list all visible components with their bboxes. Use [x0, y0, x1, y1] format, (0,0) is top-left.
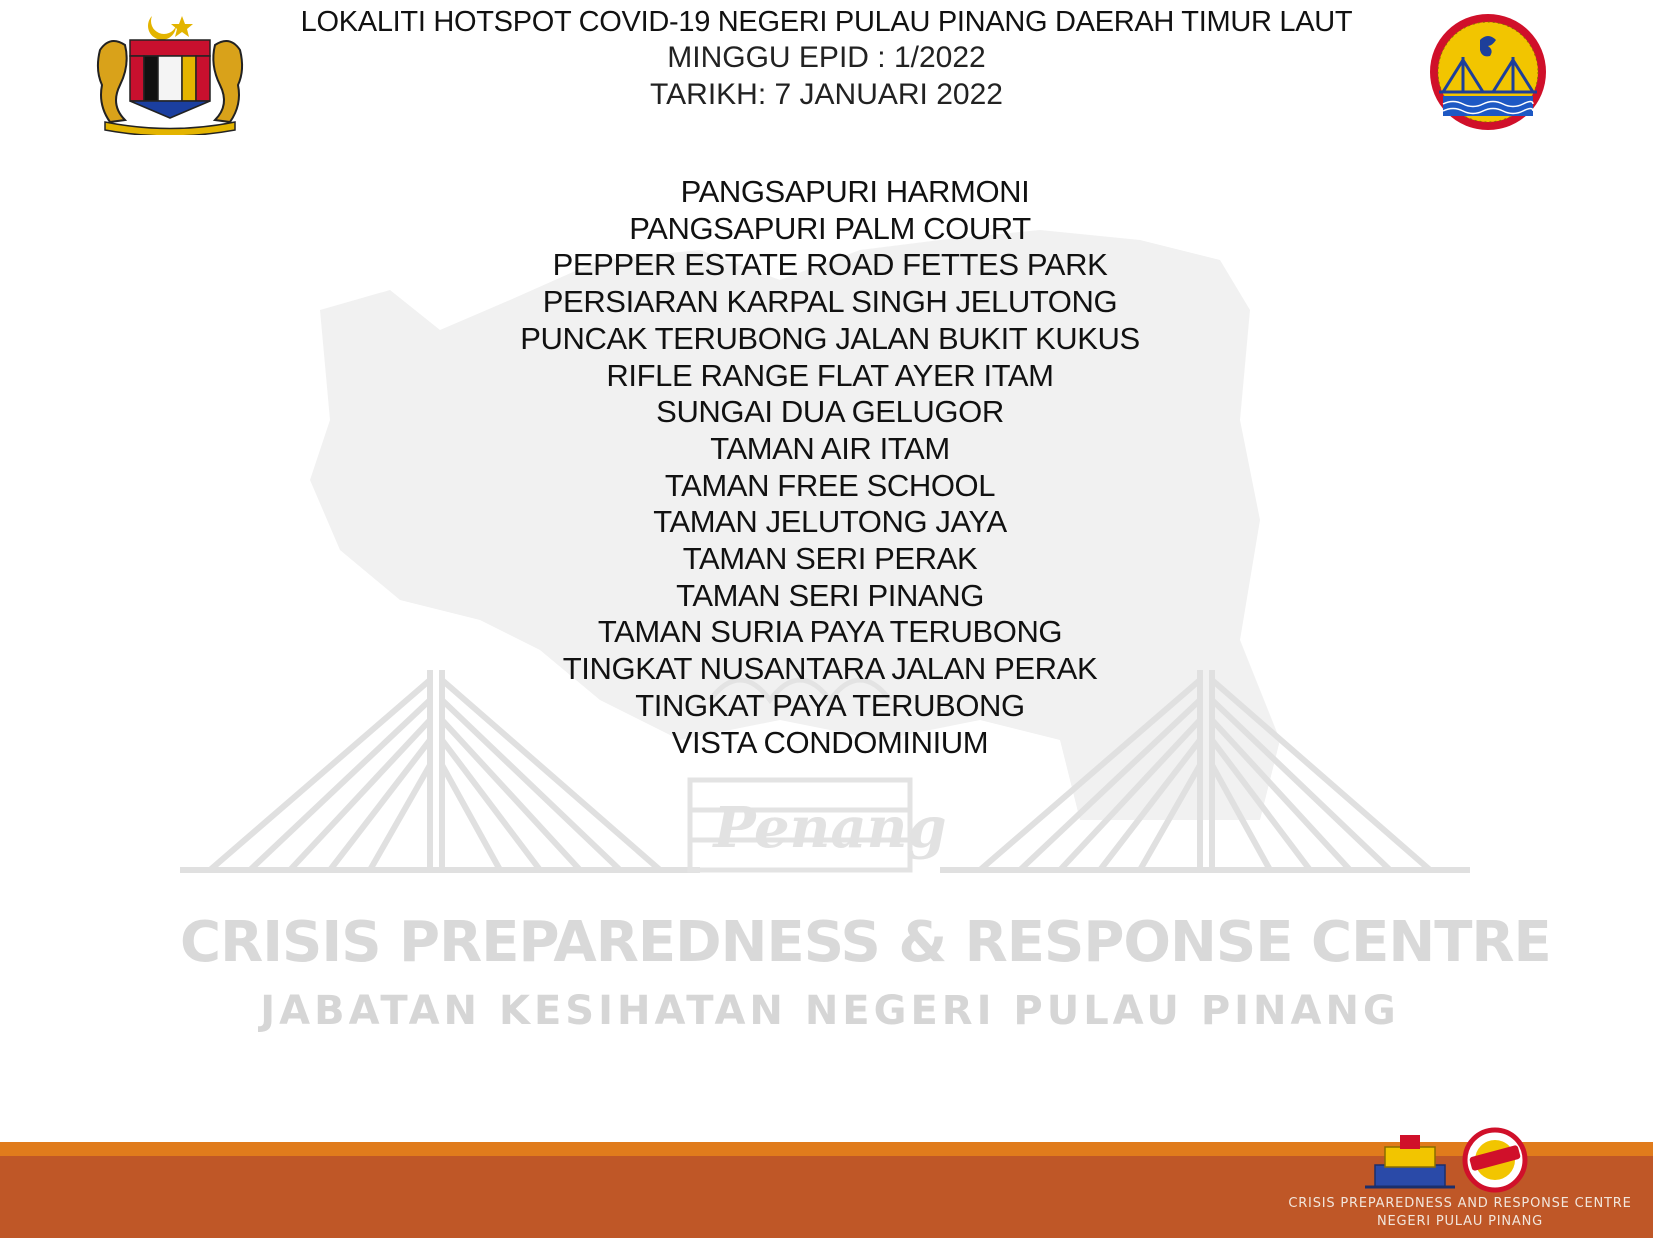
list-item: PEPPER ESTATE ROAD FETTES PARK — [552, 247, 1108, 283]
hotspot-locations-list — [400, 174, 1260, 761]
cprc-logo-icon — [1365, 1125, 1545, 1195]
penang-seal-logo — [1425, 12, 1555, 132]
list-item: RIFLE RANGE FLAT AYER ITAM — [606, 357, 1054, 393]
list-item: TAMAN SERI PINANG — [676, 577, 984, 613]
footer-logos — [1365, 1125, 1545, 1195]
list-item: TAMAN SERI PERAK — [682, 541, 978, 577]
list-item: PUNCAK TERUBONG JALAN BUKIT KUKUS — [520, 320, 1140, 356]
list-item: SUNGAI DUA GELUGOR — [656, 394, 1004, 430]
epid-week: MINGGU EPID : 1/2022 — [667, 41, 986, 74]
penang-seal-icon — [1425, 12, 1555, 132]
header — [300, 5, 1353, 113]
list-item: VISTA CONDOMINIUM — [671, 724, 989, 760]
coat-of-arms-logo — [90, 10, 250, 135]
list-item: TAMAN JELUTONG JAYA — [653, 504, 1007, 540]
footer-line-2: NEGERI PULAU PINANG — [1377, 1214, 1543, 1229]
list-item: TINGKAT NUSANTARA JALAN PERAK — [562, 651, 1098, 687]
list-item: TAMAN AIR ITAM — [710, 430, 950, 466]
list-item: TAMAN FREE SCHOOL — [664, 467, 996, 503]
report-date: TARIKH: 7 JANUARI 2022 — [650, 78, 1003, 111]
coat-of-arms-icon — [90, 10, 250, 135]
footer-organization — [1270, 1195, 1650, 1231]
watermark-line-1: CRISIS PREPAREDNESS & RESPONSE CENTRE — [180, 910, 1551, 975]
footer-line-1: CRISIS PREPAREDNESS AND RESPONSE CENTRE — [1288, 1196, 1632, 1211]
list-item: PANGSAPURI PALM COURT — [629, 210, 1031, 246]
list-item: TINGKAT PAYA TERUBONG — [635, 687, 1025, 723]
watermark-line-2: JABATAN KESIHATAN NEGERI PULAU PINANG — [260, 988, 1400, 1034]
watermark-script-text: Penang — [713, 795, 947, 861]
list-item: PERSIARAN KARPAL SINGH JELUTONG — [542, 284, 1118, 320]
list-item: PANGSAPURI HARMONI — [680, 174, 1030, 209]
page-title: LOKALITI HOTSPOT COVID-19 NEGERI PULAU PINANG DAERAH TIMUR LAUT — [300, 6, 1353, 38]
list-item: TAMAN SURIA PAYA TERUBONG — [597, 614, 1063, 650]
